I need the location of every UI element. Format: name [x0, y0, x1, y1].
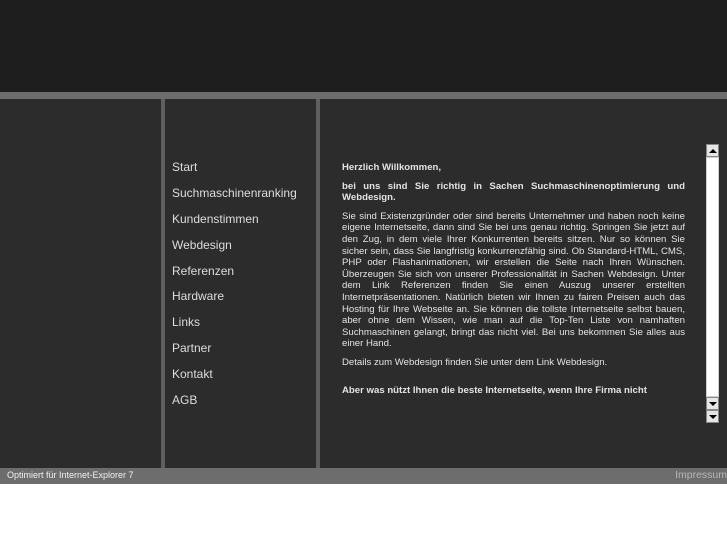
- content-scroll-area[interactable]: [342, 162, 685, 423]
- nav-item-kundenstimmen[interactable]: Kundenstimmen: [172, 211, 259, 226]
- details-paragraph: Details zum Webdesign finden Sie unter dem Link Webdesign.: [342, 356, 608, 368]
- nav-item-agb[interactable]: AGB: [172, 393, 198, 408]
- arrow-down-icon: [709, 415, 717, 419]
- scroll-down-button[interactable]: [706, 410, 719, 423]
- arrow-up-icon: [709, 149, 717, 153]
- footer-bar: [0, 468, 727, 484]
- nav-item-links[interactable]: Links: [172, 315, 201, 330]
- nav-item-start[interactable]: Start: [172, 160, 198, 174]
- nav-item-kontakt[interactable]: Kontakt: [172, 367, 213, 382]
- nav-item-webdesign[interactable]: Webdesign: [172, 237, 232, 252]
- footer-browser-note: Optimiert für Internet-Explorer 7: [7, 470, 134, 480]
- cutoff-heading: Aber was nützt Ihnen die beste Internetseite, wenn Ihre Firma nicht: [342, 384, 647, 396]
- scroll-down-button-secondary[interactable]: [706, 397, 719, 410]
- header-divider: [0, 92, 727, 99]
- main-nav: [172, 154, 297, 413]
- intro-subheading: bei uns sind Sie richtig in Sachen Suchmaschinenoptimierung und Webdesign.: [342, 180, 685, 204]
- scroll-up-button[interactable]: [706, 144, 719, 157]
- left-panel: [0, 99, 161, 468]
- nav-item-referenzen[interactable]: Referenzen: [172, 263, 235, 278]
- welcome-heading: Herzlich Willkommen,: [342, 162, 442, 173]
- arrow-down-icon: [709, 402, 717, 406]
- nav-item-suchmaschinenranking[interactable]: Suchmaschinenranking: [172, 185, 297, 200]
- nav-item-partner[interactable]: Partner: [172, 341, 212, 356]
- header-bar: [0, 0, 727, 92]
- vertical-scrollbar[interactable]: [706, 144, 719, 423]
- intro-paragraph: Sie sind Existenzgründer oder sind bereits Unternehmer und haben noch keine eigene Internetseite, dann sind Sie bei uns genau richtig. Springen Sie jetzt auf den Zug, in dem viele Ihrer Konkurrenten bereits sitzen. Nur so können Sie sicher sein, dass Sie langfristig konkurrenzfähig sind. Ob Standard-HTML, CMS, PHP oder Flashanimationen, wir erstellen die Seite nach Ihren Wünschen. Überzeugen Sie sich von unserer Professionalität in Sachen Webdesign. Unter dem Link Referenzen finden Sie einen Auszug unserer erstellten Internetpräsentationen. Natürlich bieten wir Ihnen zu fairen Preisen auch das Hosting für Ihre Webseite an. Sie können die tollste Internetseite selbst bauen, aber ohne dem Wissen, wie man auf die Top-Ten Liste von namhaften Suchmaschinen gelangt, bringt das nicht viel. Bei uns bekommen Sie alles aus einer Hand.: [342, 210, 685, 350]
- impressum-link[interactable]: Impressum: [675, 469, 727, 481]
- scroll-thumb[interactable]: [706, 157, 719, 397]
- nav-item-hardware[interactable]: Hardware: [172, 289, 225, 304]
